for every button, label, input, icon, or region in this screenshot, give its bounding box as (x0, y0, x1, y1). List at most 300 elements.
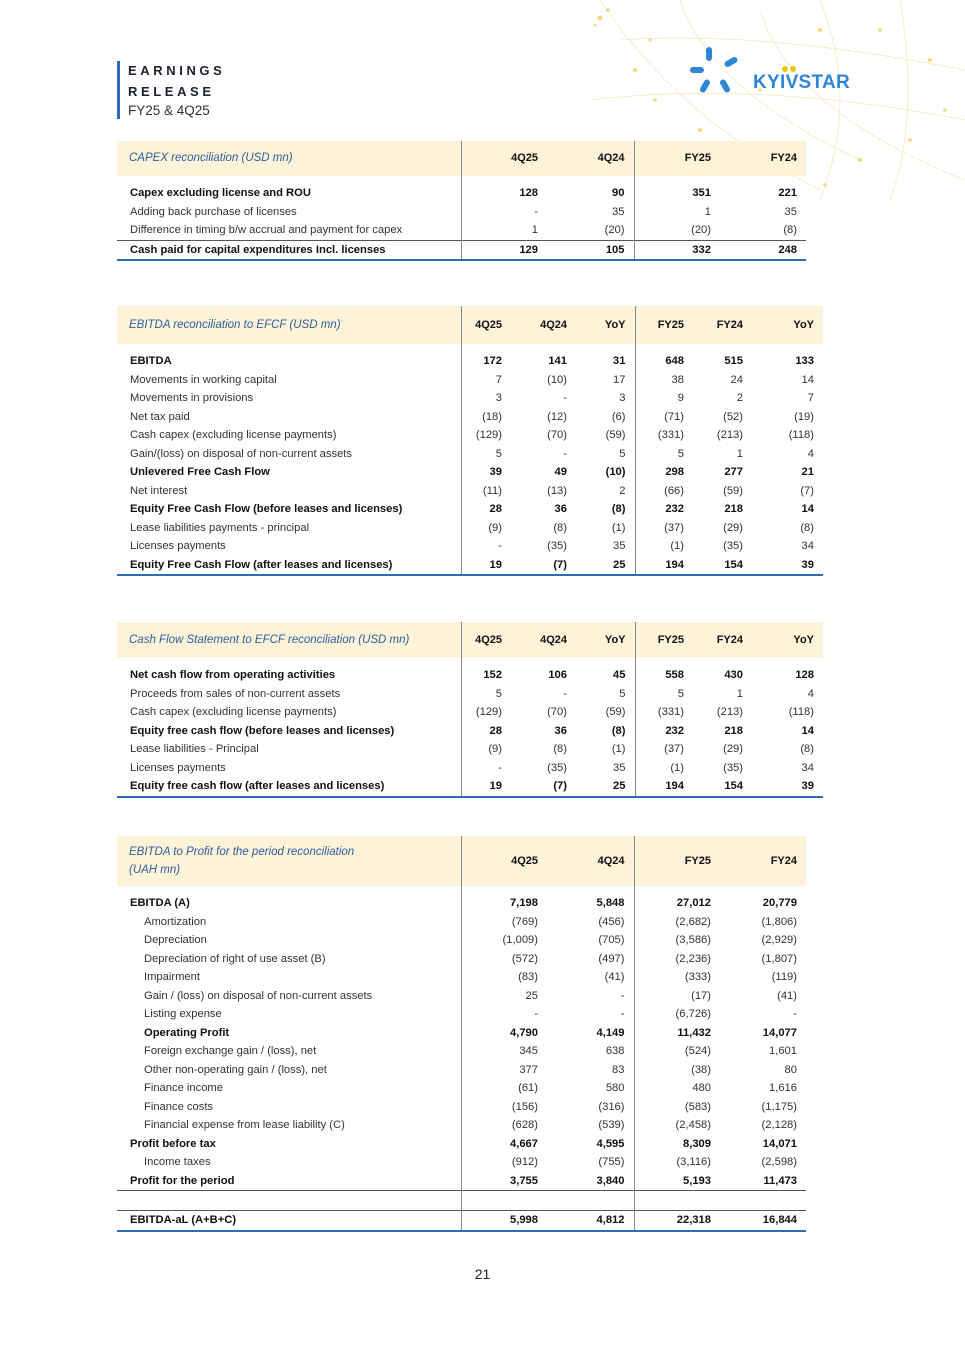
cell-value: - (563, 687, 567, 700)
row-label: Profit for the period (130, 1174, 235, 1187)
cell-value: 1 (736, 447, 743, 460)
table-row (117, 426, 823, 445)
logo-wordmark: KYIVSTAR (753, 72, 851, 93)
row-label: Adding back purchase of licenses (130, 205, 297, 218)
table-row (117, 1042, 806, 1061)
cell-value: - (461, 759, 511, 778)
cell-value: 5,193 (634, 1172, 720, 1191)
cell-value: 580 (605, 1082, 625, 1094)
cell-value: (70) (547, 706, 567, 718)
cell-value: 4 (807, 447, 814, 460)
table-caption: CAPEX reconciliation (USD mn) (117, 141, 461, 176)
cell-value: 49 (554, 466, 567, 478)
cell-value: 36 (554, 503, 567, 515)
cell-value: (7) (511, 777, 576, 797)
cell-value: (331) (635, 703, 693, 722)
cell-value: (12) (547, 410, 567, 423)
table-row (117, 1061, 806, 1080)
cell-value: (41) (777, 989, 797, 1002)
cell-value: (1) (611, 521, 626, 534)
cell-value: (7) (800, 484, 814, 497)
cell-value: 5 (461, 445, 511, 464)
cell-value: 38 (635, 371, 693, 390)
table-row (117, 759, 823, 778)
cell-value: 39 (461, 463, 511, 482)
cell-value: (2,458) (634, 1116, 720, 1135)
row-label: EBITDA (A) (130, 897, 190, 909)
row-label: Other non-operating gain / (loss), net (144, 1063, 327, 1076)
cell-value: 128 (795, 669, 814, 681)
cell-value: 648 (635, 352, 693, 371)
row-label: Movements in working capital (130, 373, 277, 386)
cell-value: (705) (598, 934, 625, 946)
row-label: Licenses payments (130, 540, 226, 552)
table-row (117, 203, 806, 222)
row-label: Cash capex (excluding license payments) (130, 706, 337, 718)
table-row (117, 1153, 806, 1172)
column-header: 4Q24 (547, 836, 634, 886)
cell-value: (20) (634, 221, 720, 240)
capex-reconciliation-table (117, 141, 806, 261)
cell-value: (9) (461, 740, 511, 759)
cell-value: 20,779 (762, 897, 797, 909)
cell-value: 39 (752, 777, 823, 797)
cell-value: (213) (716, 706, 743, 718)
cell-value: (1,009) (461, 931, 547, 950)
cell-value: 21 (801, 466, 814, 478)
cell-value: 377 (461, 1061, 547, 1080)
table-row (117, 389, 823, 408)
cell-value: 11,432 (634, 1024, 720, 1043)
cell-value: 2 (619, 484, 626, 497)
row-label: Capex excluding license and ROU (130, 187, 311, 199)
row-label: Net interest (130, 484, 188, 497)
cell-value: (331) (635, 426, 693, 445)
column-header: FY25 (634, 141, 720, 176)
cell-value: (37) (635, 740, 693, 759)
table-row (117, 556, 823, 576)
table-row (117, 740, 823, 759)
cell-value: (8) (800, 743, 814, 755)
cell-value: (524) (634, 1042, 720, 1061)
cell-value: 332 (634, 240, 720, 260)
header-accent-bar (117, 61, 120, 119)
cell-value: (18) (461, 408, 511, 427)
cell-value: 154 (693, 777, 752, 797)
cell-value: 194 (635, 556, 693, 576)
table-row (117, 1172, 806, 1191)
caption-line: EBITDA to Profit for the period reconciliation (129, 846, 355, 858)
cell-value: (316) (598, 1100, 625, 1113)
cell-value: 105 (547, 240, 634, 260)
cell-value: (333) (634, 968, 720, 987)
cell-value: 3 (619, 392, 626, 404)
cell-value: (19) (794, 410, 814, 423)
cell-value: 14,077 (762, 1026, 797, 1039)
cell-value: (2,682) (634, 913, 720, 932)
cell-value: (497) (598, 952, 625, 965)
cell-value: 19 (461, 556, 511, 576)
cell-value: (1) (611, 743, 626, 755)
cell-value: (52) (723, 410, 743, 423)
cell-value: (2,929) (761, 934, 797, 946)
table-row (117, 722, 823, 741)
cell-value: 3,840 (596, 1174, 625, 1187)
cell-value: 35 (613, 761, 626, 774)
cell-value: (59) (605, 706, 626, 718)
cell-value: (13) (547, 484, 567, 497)
cell-value: 7 (807, 392, 814, 404)
cell-value: 83 (612, 1063, 625, 1076)
row-label: Unlevered Free Cash Flow (130, 466, 270, 478)
cell-value: 24 (730, 373, 743, 386)
cell-value: 8,309 (634, 1135, 720, 1154)
row-label: Depreciation of right of use asset (B) (144, 952, 326, 965)
table-row (117, 537, 823, 556)
cell-value: 1 (634, 203, 720, 222)
cell-value: (118) (788, 706, 814, 718)
cell-value: (38) (634, 1061, 720, 1080)
cell-value: 172 (461, 352, 511, 371)
row-label: Net tax paid (130, 410, 190, 423)
cell-value: 90 (612, 187, 625, 199)
cell-value: (118) (788, 429, 814, 441)
cell-value: (1,807) (761, 952, 797, 965)
cell-value: 345 (461, 1042, 547, 1061)
cell-value: (83) (461, 968, 547, 987)
cell-value: 3,755 (461, 1172, 547, 1191)
cell-value: (8) (553, 521, 567, 534)
cell-value: 31 (613, 355, 626, 367)
cell-value: (583) (634, 1098, 720, 1117)
column-header: FY24 (693, 306, 752, 344)
row-label: Gain / (loss) on disposal of non-current assets (144, 989, 373, 1002)
cell-value: (20) (604, 224, 625, 236)
cell-value: 34 (801, 540, 814, 552)
cell-value: (8) (553, 743, 567, 755)
table-row (117, 1135, 806, 1154)
row-label: Listing expense (144, 1008, 222, 1020)
table-row (117, 352, 823, 371)
table-total-row (117, 1211, 806, 1231)
cell-value: 4,667 (461, 1135, 547, 1154)
table-row (117, 463, 823, 482)
cell-value: - (620, 989, 625, 1002)
table-row (117, 913, 806, 932)
cell-value: (129) (461, 703, 511, 722)
column-header: 4Q25 (461, 141, 547, 176)
cell-value: 7 (461, 371, 511, 390)
table-row (117, 894, 806, 913)
column-header: FY25 (635, 622, 693, 658)
table-row (117, 1098, 806, 1117)
table-row (117, 500, 823, 519)
column-header: FY25 (634, 836, 720, 886)
row-label: Equity free cash flow (after leases and licenses) (117, 777, 461, 797)
cell-value: 36 (554, 724, 567, 737)
cell-value: 3 (461, 389, 511, 408)
cell-value: 5,848 (596, 897, 625, 909)
table-row (117, 371, 823, 390)
row-label: Depreciation (144, 934, 207, 946)
row-label: Licenses payments (130, 761, 226, 774)
cell-value: (628) (461, 1116, 547, 1135)
cell-value: (572) (461, 950, 547, 969)
cell-value: (61) (461, 1079, 547, 1098)
cell-value: (156) (461, 1098, 547, 1117)
row-label: EBITDA (130, 355, 172, 367)
cell-value: 80 (784, 1063, 797, 1076)
cell-value: 25 (461, 987, 547, 1006)
column-header: 4Q24 (547, 141, 634, 176)
table-row (117, 703, 823, 722)
cell-value: 4,149 (596, 1026, 625, 1039)
cell-value: 25 (576, 777, 635, 797)
cell-value: 5 (635, 685, 693, 704)
cell-value: (10) (547, 373, 567, 386)
cell-value: (769) (461, 913, 547, 932)
table-caption: EBITDA reconciliation to EFCF (USD mn) (117, 306, 461, 344)
table-row (117, 987, 806, 1006)
cell-value: - (461, 537, 511, 556)
profit-reconciliation-table (117, 836, 806, 1232)
cell-value: 22,318 (634, 1211, 720, 1231)
cell-value: 248 (720, 240, 806, 260)
cell-value: 14 (801, 373, 814, 386)
column-header: 4Q25 (461, 622, 511, 658)
row-label: Gain/(loss) on disposal of non-current assets (130, 447, 352, 460)
column-header: 4Q25 (461, 836, 547, 886)
cell-value: 128 (461, 184, 547, 203)
row-label: Income taxes (144, 1156, 211, 1168)
column-header: 4Q24 (511, 622, 576, 658)
cell-value: 480 (634, 1079, 720, 1098)
cell-value: (35) (723, 761, 743, 774)
cell-value: (456) (598, 915, 625, 928)
cell-value: (29) (723, 743, 743, 755)
cell-value: 232 (635, 500, 693, 519)
row-label: Equity Free Cash Flow (after leases and licenses) (117, 556, 461, 576)
cell-value: 218 (724, 724, 743, 737)
row-label: Equity Free Cash Flow (before leases and licenses) (130, 503, 403, 515)
cell-value: (119) (771, 971, 797, 983)
table-row (117, 1005, 806, 1024)
cell-value: (2,128) (761, 1119, 797, 1131)
column-header: YoY (576, 622, 635, 658)
cell-value: 515 (724, 355, 743, 367)
column-header: 4Q24 (511, 306, 576, 344)
column-header: FY25 (635, 306, 693, 344)
cell-value: 4,812 (547, 1211, 634, 1231)
row-label: Net cash flow from operating activities (130, 669, 336, 681)
cell-value: 34 (801, 761, 814, 774)
cell-value: 4,595 (596, 1137, 625, 1150)
row-label: Lease liabilities - Principal (130, 743, 259, 755)
cell-value: (6) (611, 410, 626, 423)
cell-value: 351 (634, 184, 720, 203)
cell-value: 45 (613, 669, 626, 681)
cell-value: - (793, 1008, 797, 1020)
cell-value: (8) (800, 521, 814, 534)
cell-value: 4,790 (461, 1024, 547, 1043)
cell-value: 141 (548, 355, 567, 367)
column-header: FY24 (720, 836, 806, 886)
cell-value: (7) (511, 556, 576, 576)
cell-value: (755) (598, 1156, 625, 1168)
cell-value: 5 (635, 445, 693, 464)
column-header: YoY (576, 306, 635, 344)
cell-value: 9 (635, 389, 693, 408)
row-label: Operating Profit (144, 1026, 230, 1039)
cell-value: 2 (736, 392, 743, 404)
report-title-line2: RELEASE (128, 84, 215, 99)
report-period: FY25 & 4Q25 (128, 103, 210, 118)
cell-value: 106 (548, 669, 567, 681)
column-header: 4Q25 (461, 306, 511, 344)
cell-value: (8) (611, 503, 626, 515)
cell-value: 5 (461, 685, 511, 704)
cell-value: (59) (723, 484, 743, 497)
row-label: Proceeds from sales of non-current assets (130, 687, 341, 700)
table-row (117, 968, 806, 987)
cell-value: (2,598) (761, 1156, 797, 1168)
cell-value: 14 (801, 724, 814, 737)
table-row (117, 1079, 806, 1098)
table-row (117, 931, 806, 950)
row-label: Finance income (144, 1082, 223, 1094)
cell-value: (539) (598, 1119, 625, 1131)
efcf-reconciliation-table (117, 306, 823, 576)
row-label: Cash paid for capital expenditures Incl. licenses (117, 240, 461, 260)
cell-value: 35 (784, 205, 797, 218)
cell-value: 298 (635, 463, 693, 482)
cell-value: (129) (461, 426, 511, 445)
cell-value: (912) (461, 1153, 547, 1172)
cell-value: (35) (547, 761, 567, 774)
table-row (117, 408, 823, 427)
row-label: Amortization (144, 915, 207, 928)
table-caption (117, 836, 461, 886)
cell-value: (66) (635, 482, 693, 501)
cell-value: (3,116) (634, 1153, 720, 1172)
cell-value: - (620, 1008, 625, 1020)
cell-value: 16,844 (720, 1211, 806, 1231)
column-header: YoY (752, 622, 823, 658)
row-label: Foreign exchange gain / (loss), net (144, 1045, 317, 1057)
cell-value: - (563, 447, 567, 460)
cell-value: 277 (724, 466, 743, 478)
cell-value: 35 (613, 540, 626, 552)
cell-value: (1) (635, 759, 693, 778)
cell-value: (11) (461, 482, 511, 501)
cell-value: 11,473 (763, 1174, 797, 1187)
row-label: Profit before tax (130, 1137, 216, 1150)
cell-value: 218 (724, 503, 743, 515)
cell-value: (35) (723, 540, 743, 552)
cell-value: (213) (716, 429, 743, 441)
cell-value: 152 (461, 666, 511, 685)
cell-value: (8) (611, 724, 626, 737)
cell-value: 39 (752, 556, 823, 576)
cell-value: 4 (807, 687, 814, 700)
cell-value: 1,601 (769, 1045, 797, 1057)
report-title-line1: EARNINGS (128, 63, 226, 78)
cell-value: 28 (461, 722, 511, 741)
cell-value: - (461, 1005, 547, 1024)
cell-value: (3,586) (634, 931, 720, 950)
cell-value: - (563, 392, 567, 404)
cell-value: 14,071 (762, 1137, 797, 1150)
cell-value: (29) (723, 521, 743, 534)
table-row (117, 519, 823, 538)
cell-value: (1,175) (761, 1100, 797, 1113)
cell-value: 19 (461, 777, 511, 797)
page-number: 21 (474, 1266, 491, 1282)
cell-value: (17) (634, 987, 720, 1006)
cell-value: (70) (547, 429, 567, 441)
row-label: EBITDA-aL (A+B+C) (117, 1211, 461, 1231)
cell-value: 5,998 (461, 1211, 547, 1231)
cell-value: (10) (605, 466, 626, 478)
cell-value: 28 (461, 500, 511, 519)
cell-value: 7,198 (461, 894, 547, 913)
table-row (117, 482, 823, 501)
row-label: Cash capex (excluding license payments) (130, 429, 337, 441)
row-label: Financial expense from lease liability (C) (144, 1119, 345, 1131)
cell-value: 430 (724, 669, 743, 681)
table-row (117, 685, 823, 704)
table-row (117, 777, 823, 797)
table-row (117, 221, 806, 240)
cell-value: 1 (461, 221, 547, 240)
table-total-row (117, 240, 806, 260)
cell-value: 133 (795, 355, 814, 367)
table-row (117, 950, 806, 969)
table-row (117, 1024, 806, 1043)
row-label: Difference in timing b/w accrual and payment for capex (130, 224, 403, 236)
row-label: Movements in provisions (130, 392, 254, 404)
cell-value: 1 (736, 687, 743, 700)
table-row (117, 1116, 806, 1135)
caption-line: (UAH mn) (129, 864, 181, 876)
cell-value: 232 (635, 722, 693, 741)
cell-value: (2,236) (634, 950, 720, 969)
cell-value: 14 (801, 503, 814, 515)
cell-value: 221 (778, 187, 797, 199)
cell-value: 17 (613, 373, 626, 386)
cell-value: (71) (635, 408, 693, 427)
cell-value: - (461, 203, 547, 222)
cell-value: (6,726) (634, 1005, 720, 1024)
column-header: FY24 (720, 141, 806, 176)
cell-value: 27,012 (634, 894, 720, 913)
table-row (117, 666, 823, 685)
table-row (117, 445, 823, 464)
column-header: YoY (752, 306, 823, 344)
cell-value: 35 (612, 205, 625, 218)
cell-value: (37) (635, 519, 693, 538)
table-caption: Cash Flow Statement to EFCF reconciliation (USD mn) (117, 622, 461, 658)
row-label: Finance costs (144, 1100, 214, 1113)
cell-value: 194 (635, 777, 693, 797)
row-label: Equity free cash flow (before leases and licenses) (130, 724, 395, 737)
cell-value: 558 (635, 666, 693, 685)
column-header: FY24 (693, 622, 752, 658)
cell-value: 154 (693, 556, 752, 576)
cell-value: 25 (576, 556, 635, 576)
cell-value: (8) (783, 224, 797, 236)
cell-value: (9) (461, 519, 511, 538)
